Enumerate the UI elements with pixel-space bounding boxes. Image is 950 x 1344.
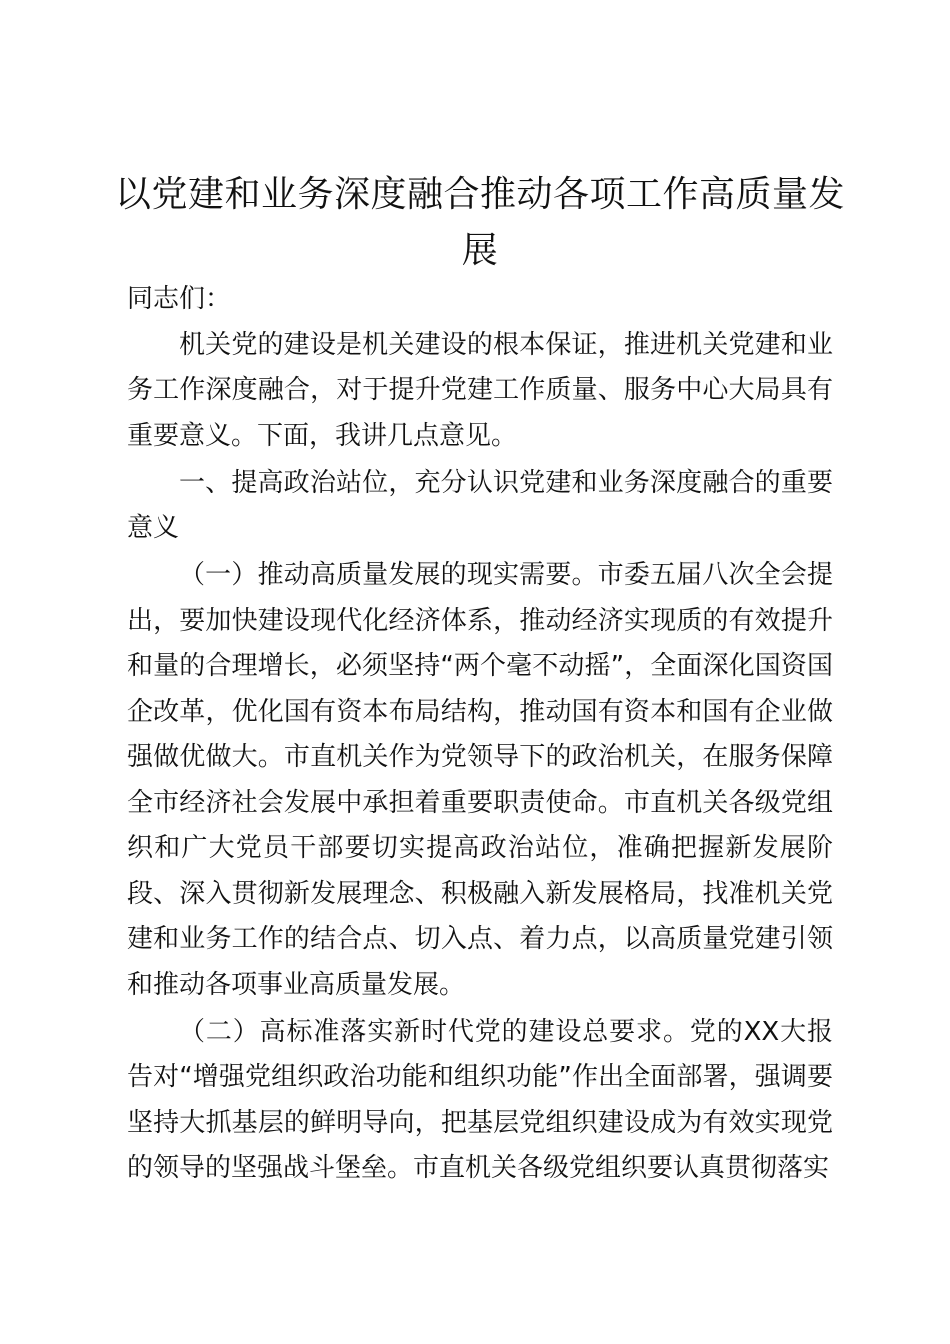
salutation: 同志们： (127, 284, 232, 314)
section-heading-1: 一、提高政治站位，充分认识党建和业务深度融合的重要意义 (127, 467, 833, 543)
document-title: 以党建和业务深度融合推动各项工作高质量发展 (114, 174, 845, 271)
paragraph-subsection-2: （二）高标准落实新时代党的建设总要求。党的XX大报告对“增强党组织政治功能和组织功能”作出全面部署，强调要坚持大抓基层的鲜明导向，把基层党组织建设成为有效实现党的领导的坚强战斗堡垒。市直机关各级党组织要认真贯彻落实 (127, 1016, 833, 1183)
paragraph-intro: 机关党的建设是机关建设的根本保证，推进机关党建和业务工作深度融合，对于提升党建工作质量、服务中心大局具有重要意义。下面，我讲几点意见。 (127, 329, 833, 451)
document-body (127, 277, 833, 1192)
paragraph-subsection-1: （一）推动高质量发展的现实需要。市委五届八次全会提出，要加快建设现代化经济体系，推动经济实现质的有效提升和量的合理增长，必须坚持“两个毫不动摇”，全面深化国资国企改革，优化国有资本布局结构，推动国有资本和国有企业做强做优做大。市直机关作为党领导下的政治机关，在服务保障全市经济社会发展中承担着重要职责使命。市直机关各级党组织和广大党员干部要切实提高政治站位，准确把握新发展阶段、深入贯彻新发展理念、积极融入新发展格局，找准机关党建和业务工作的结合点、切入点、着力点，以高质量党建引领和推动各项事业高质量发展。 (127, 560, 833, 1000)
